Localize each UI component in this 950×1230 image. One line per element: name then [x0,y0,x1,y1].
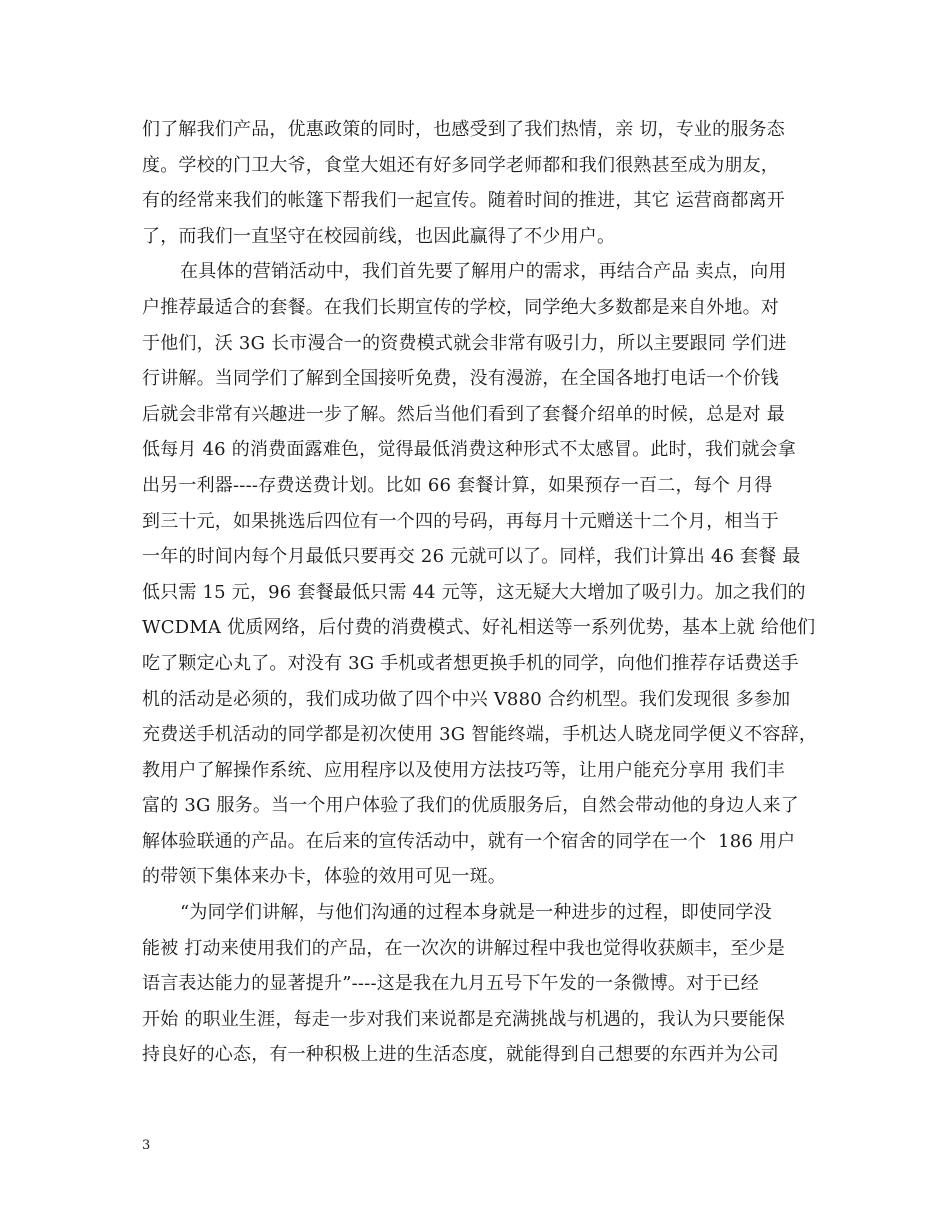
text-line: 度。学校的门卫大爷，食堂大姐还有好多同学老师都和我们很熟甚至成为朋友， [142,154,779,176]
text-line: 于他们，沃 3G 长市漫合一的资费模式就会非常有吸引力，所以主要跟同 学们进 [142,332,787,354]
text-line: 低每月 46 的消费面露难色，觉得最低消费这种形式不太感冒。此时，我们就会拿 [142,439,796,461]
text-line: 吃了颗定心丸了。对没有 3G 手机或者想更换手机的同学，向他们推荐存话费送手 [142,652,799,674]
text-line: “为同学们讲解，与他们沟通的过程本身就是一种进步的过程，即使同学没 [180,902,772,924]
text-line: 开始 的职业生涯，每走一步对我们来说都是充满挑战与机遇的，我认为只要能保 [142,1008,785,1030]
paragraph [142,112,822,254]
text-line: 充费送手机活动的同学都是初次使用 3G 智能终端，手机达人晓龙同学便义不容辞， [142,724,818,746]
text-line: WCDMA 优质网络，后付费的消费模式、好礼相送等一系列优势，基本上就 给他们 [142,617,816,639]
page-number: 3 [142,1138,151,1153]
text-line: 的带领下集体来办卡，体验的效用可见一斑。 [142,866,506,888]
document-body [142,112,822,1073]
text-line: 富的 3G 服务。当一个用户体验了我们的优质服务后，自然会带动他的身边人来了 [142,795,799,817]
text-line: 后就会非常有兴趣进一步了解。然后当他们看到了套餐介绍单的时候，总是对 最 [142,403,785,425]
text-line: 教用户了解操作系统、应用程序以及使用方法技巧等，让用户能充分享用 我们丰 [142,759,785,781]
paragraph [142,254,822,895]
text-line: 到三十元，如果挑选后四位有一个四的号码，再每月十元赠送十二个月，相当于 [142,510,779,532]
text-line: 能被 打动来使用我们的产品，在一次次的讲解过程中我也觉得收获颇丰，至少是 [142,937,785,959]
text-line: 语言表达能力的显著提升”----这是我在九月五号下午发的一条微博。对于已经 [142,973,759,995]
text-line: 了，而我们一直坚守在校园前线，也因此赢得了不少用户。 [142,225,616,247]
text-line: 解体验联通的产品。在后来的宣传活动中，就有一个宿舍的同学在一个 186 用户 [142,830,796,852]
text-line: 持良好的心态，有一种积极上进的生活态度，就能得到自己想要的东西并为公司 [142,1044,779,1066]
text-line: 一年的时间内每个月最低只要再交 26 元就可以了。同样，我们计算出 46 套餐 最 [142,546,801,568]
text-line: 有的经常来我们的帐篷下帮我们一起宣传。随着时间的推进，其它 运营商都离开 [142,190,785,212]
text-line: 机的活动是必须的，我们成功做了四个中兴 V880 合约机型。我们发现很 多参加 [142,688,791,710]
text-line: 在具体的营销活动中，我们首先要了解用户的需求，再结合产品 卖点，向用 [180,261,787,283]
text-line: 低只需 15 元，96 套餐最低只需 44 元等，这无疑大大增加了吸引力。加之我们的 [142,581,806,603]
paragraph [142,895,822,1073]
text-line: 行讲解。当同学们了解到全国接听免费，没有漫游，在全国各地打电话一个价钱 [142,368,779,390]
text-line: 户推荐最适合的套餐。在我们长期宣传的学校，同学绝大多数都是来自外地。对 [142,296,779,318]
text-line: 出另一利器----存费送费计划。比如 66 套餐计算，如果预存一百二，每个 月得 [142,474,773,496]
text-line: 们了解我们产品，优惠政策的同时，也感受到了我们热情，亲 切，专业的服务态 [142,119,785,140]
